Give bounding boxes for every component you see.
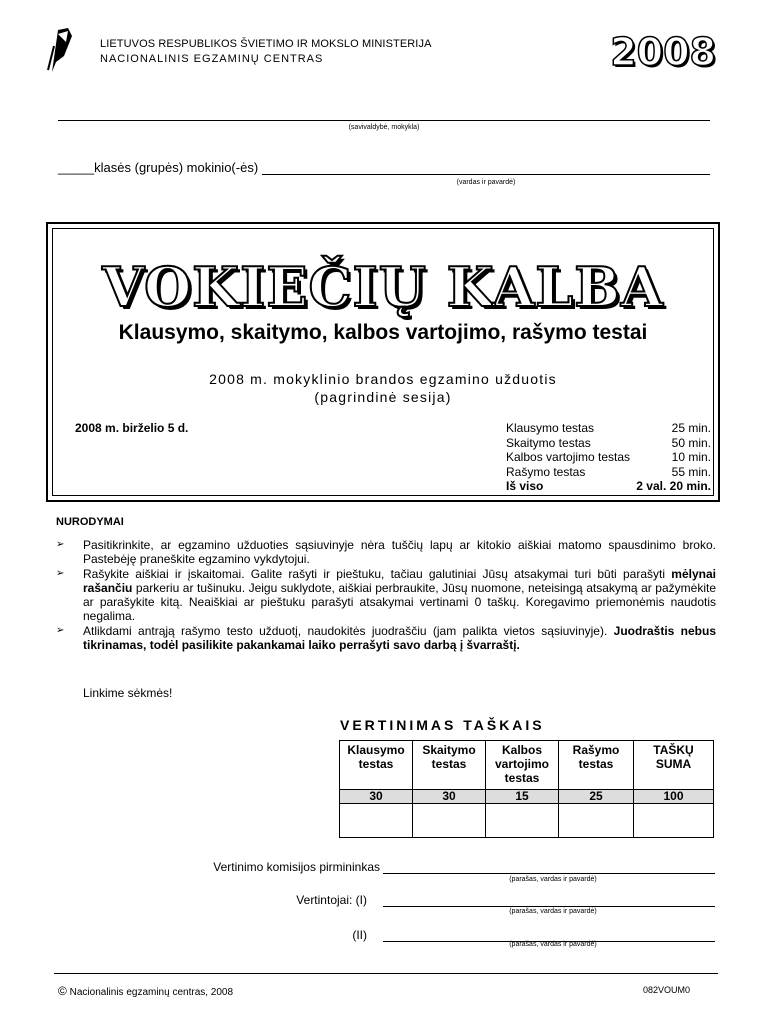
score-cell[interactable] [486, 804, 559, 838]
ministry-name: LIETUVOS RESPUBLIKOS ŠVIETIMO IR MOKSLO MINISTERIJA [100, 38, 432, 50]
footer-copyright [58, 984, 233, 998]
signature-caption: (parašas, vardas ir pavardė) [509, 876, 597, 883]
duration-table [506, 421, 711, 494]
exam-subtitle: Klausymo, skaitymo, kalbos vartojimo, rašymo testai [118, 321, 648, 344]
signature-caption: (parašas, vardas ir pavardė) [509, 908, 597, 915]
max-points: 30 [413, 790, 486, 804]
copyright-icon: © [58, 984, 67, 998]
instruction-text: Pasitikrinkite, ar egzamino užduoties sąsiuvinyje nėra tuščių lapų ar kitokio aiškiai matomo spausdinimo broko. Pastebėję praneškite egzamino vykdytojui. [83, 538, 716, 567]
instruction-item [56, 538, 716, 567]
scoring-header: Klausymo testas [340, 741, 413, 790]
arrow-bullet-icon: ➢ [56, 567, 65, 579]
school-field[interactable] [58, 108, 710, 121]
instructions-list [56, 538, 716, 652]
exam-title: VOKIEČIŲ KALBA [102, 255, 664, 319]
duration-time: 50 min. [671, 435, 711, 450]
task-description: 2008 m. mokyklinio brandos egzamino užduotis [209, 371, 557, 387]
good-luck-message: Linkime sėkmės! [83, 686, 173, 700]
arrow-bullet-icon: ➢ [56, 539, 65, 550]
rater-one-signature[interactable] [383, 893, 715, 907]
max-points: 15 [486, 790, 559, 804]
feather-quill-icon [44, 26, 74, 74]
duration-time: 25 min. [671, 421, 711, 435]
scoring-header-row [340, 741, 714, 790]
scoring-table [339, 740, 714, 838]
instruction-item [56, 567, 716, 624]
total-time: 2 val. 20 min. [636, 479, 711, 494]
rater-two-label: (II) [352, 928, 367, 942]
instructions-heading: NURODYMAI [56, 516, 124, 528]
scoring-header: TAŠKŲ SUMA [634, 741, 714, 790]
exam-year: 2008 [610, 30, 716, 74]
rater-one-label: Vertintojai: (I) [296, 893, 367, 907]
scoring-header: Kalbos vartojimo testas [486, 741, 559, 790]
instruction-emphasis: mėlynai rašančiu [83, 566, 716, 595]
class-label: _____klasės (grupės) mokinio(-ės) [58, 160, 259, 175]
signature-caption: (parašas, vardas ir pavardė) [509, 941, 597, 948]
duration-time: 55 min. [671, 464, 711, 479]
session-label: (pagrindinė sesija) [314, 389, 452, 405]
instruction-text: parkeriu ar tušinuku. Jeigu suklydote, aiškiai perbraukite, Jūsų nuomone, neteisingą atsakymą ar pažymėkite ar parašykite kitą. Neaiškiai ar pieštuku parašyti atsakymai vertinami 0 taškų. Koregavimo priemonėmis naudotis negalima. [83, 580, 716, 624]
scoring-title: VERTINIMAS TAŠKAIS [340, 717, 545, 733]
student-name-field[interactable] [262, 162, 710, 175]
name-caption: (vardas ir pavardė) [456, 179, 516, 186]
score-cell[interactable] [559, 804, 634, 838]
rater-two-signature[interactable] [383, 928, 715, 942]
max-points-row [340, 790, 714, 804]
duration-total-row [506, 479, 711, 494]
instruction-item [56, 624, 716, 653]
duration-row [506, 421, 711, 436]
max-points: 25 [559, 790, 634, 804]
score-cell[interactable] [340, 804, 413, 838]
exam-center-name: NACIONALINIS EGZAMINŲ CENTRAS [100, 53, 324, 65]
max-points: 100 [634, 790, 714, 804]
duration-label: Skaitymo testas [506, 435, 591, 450]
max-points: 30 [340, 790, 413, 804]
score-cell[interactable] [413, 804, 486, 838]
commission-chair-signature[interactable] [383, 860, 715, 874]
instruction-emphasis: Juodraštis nebus tikrinamas, todėl pasilikite pakankamai laiko perrašyti savo darbą į švarraštį. [83, 623, 717, 653]
scoring-header: Skaitymo testas [413, 741, 486, 790]
scoring-header: Rašymo testas [559, 741, 634, 790]
instruction-text: Atlikdami antrąją rašymo testo užduotį, naudokitės juodraščiu (jam palikta vietos sąsiuvinyje). [83, 623, 614, 638]
instruction-text: Rašykite aiškiai ir įskaitomai. Galite rašyti ir pieštuku, tačiau galutiniai Jūsų atsakymai turi būti parašyti [83, 566, 672, 581]
commission-chair-label: Vertinimo komisijos pirmininkas [213, 860, 380, 874]
footer-divider [54, 973, 718, 974]
duration-row [506, 436, 711, 451]
title-box [46, 222, 720, 502]
arrow-bullet-icon: ➢ [56, 624, 65, 636]
score-entry-row [340, 804, 714, 838]
school-caption: (savivaldybė, mokykla) [348, 124, 420, 131]
duration-time: 10 min. [671, 450, 711, 465]
duration-label: Klausymo testas [506, 421, 595, 435]
footer-publisher: Nacionalinis egzaminų centras, 2008 [69, 987, 234, 998]
document-code: 082VOUM0 [643, 985, 691, 995]
duration-row [506, 465, 711, 480]
total-label: Iš viso [506, 479, 544, 494]
duration-label: Rašymo testas [506, 464, 586, 479]
duration-row [506, 450, 711, 465]
score-cell[interactable] [634, 804, 714, 838]
exam-date: 2008 m. birželio 5 d. [75, 421, 189, 435]
duration-label: Kalbos vartojimo testas [506, 450, 631, 465]
